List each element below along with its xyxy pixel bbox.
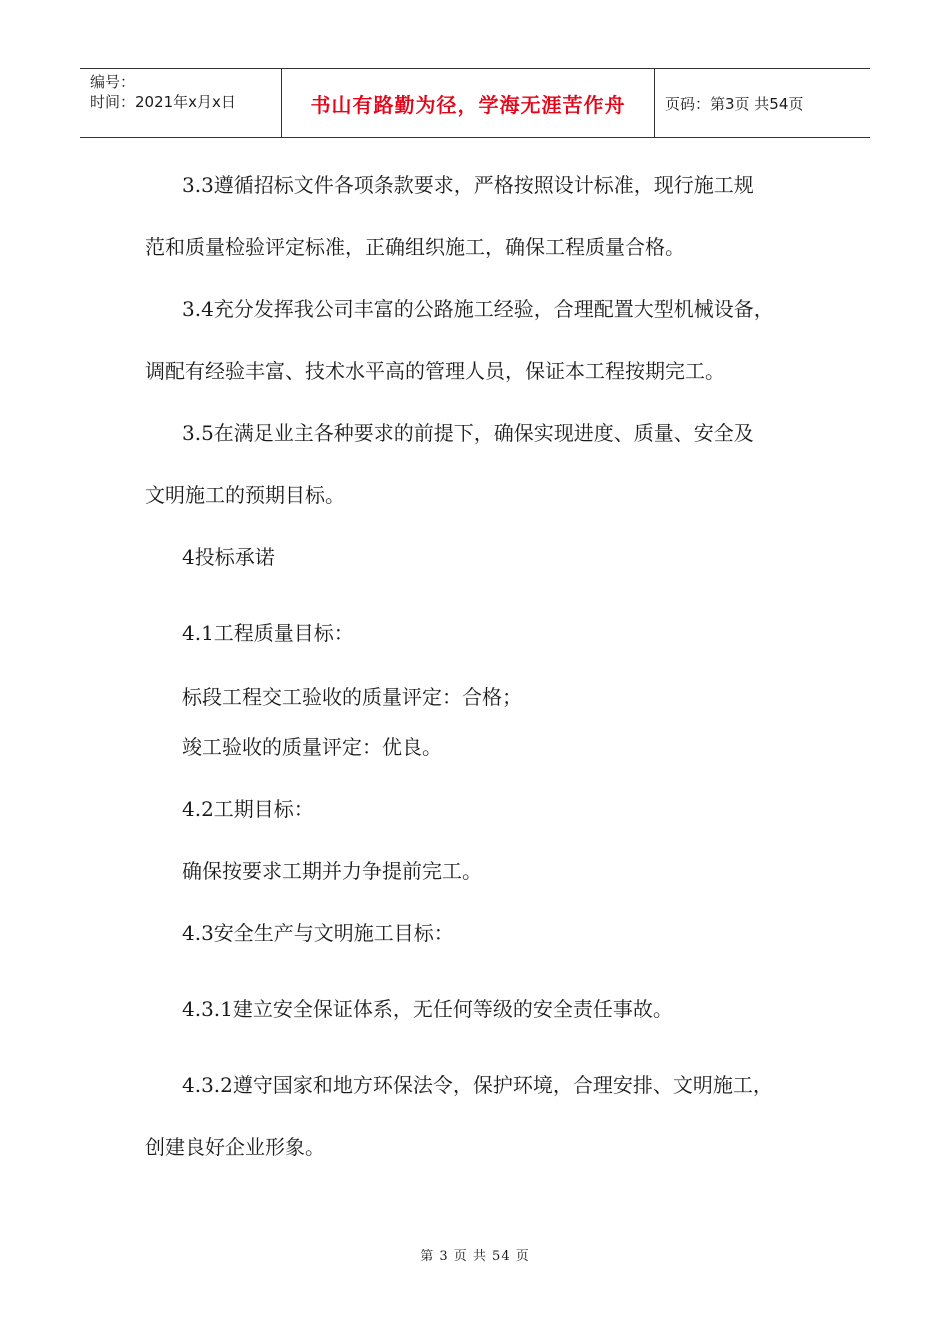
paragraph-line: 文明施工的预期目标。 bbox=[145, 483, 345, 507]
subsection-heading: 4.3安全生产与文明施工目标： bbox=[182, 921, 454, 945]
page-footer: 第 3 页 共 54 页 bbox=[420, 1249, 530, 1264]
page-header bbox=[80, 68, 870, 138]
number-label: 编号： bbox=[90, 73, 136, 91]
header-page-info: 页码：第3页 共54页 bbox=[665, 94, 804, 113]
time-label: 时间：2021年x月x日 bbox=[90, 93, 236, 111]
paragraph-line: 标段工程交工验收的质量评定：合格； bbox=[182, 685, 522, 709]
subsection-heading: 4.1工程质量目标： bbox=[182, 621, 354, 645]
paragraph-line: 范和质量检验评定标准，正确组织施工，确保工程质量合格。 bbox=[145, 235, 685, 259]
subsection-heading: 4.2工期目标： bbox=[182, 797, 314, 821]
header-motto: 书山有路勤为径，学海无涯苦作舟 bbox=[282, 69, 655, 137]
paragraph-line: 4.3.1建立安全保证体系，无任何等级的安全责任事故。 bbox=[182, 997, 673, 1021]
paragraph-line: 3.3遵循招标文件各项条款要求，严格按照设计标准，现行施工规 bbox=[182, 173, 754, 197]
paragraph-line: 竣工验收的质量评定：优良。 bbox=[182, 735, 442, 759]
paragraph-line: 3.5在满足业主各种要求的前提下，确保实现进度、质量、安全及 bbox=[182, 421, 754, 445]
paragraph-line: 创建良好企业形象。 bbox=[145, 1135, 325, 1159]
paragraph-line: 3.4充分发挥我公司丰富的公路施工经验，合理配置大型机械设备， bbox=[182, 297, 774, 321]
paragraph-line: 确保按要求工期并力争提前完工。 bbox=[182, 859, 482, 883]
header-meta bbox=[80, 69, 282, 137]
section-heading: 4投标承诺 bbox=[182, 545, 275, 569]
paragraph-line: 调配有经验丰富、技术水平高的管理人员，保证本工程按期完工。 bbox=[145, 359, 725, 383]
paragraph-line: 4.3.2遵守国家和地方环保法令，保护环境，合理安排、文明施工， bbox=[182, 1073, 773, 1097]
